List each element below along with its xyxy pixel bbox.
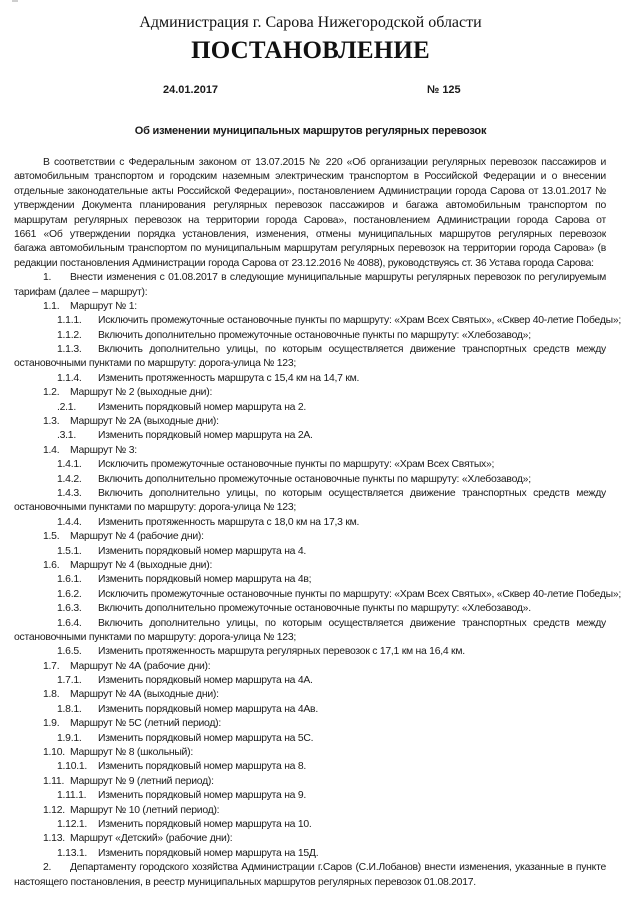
- item-text: Изменить порядковый номер маршрута на 4в;: [98, 574, 312, 586]
- preamble-line: багажа автомобильным транспортом по муниципальным маршрутам регулярных перевозок на территории города Сарова» (в: [14, 243, 606, 255]
- item-number: 1.4.4.: [57, 516, 82, 528]
- list-item: [14, 458, 606, 472]
- item-number: 1.9.: [43, 718, 60, 730]
- item-text: остановочными пунктами по маршруту: дорога-улица № 123;: [14, 502, 296, 514]
- item-text: Изменить порядковый номер маршрута на 4А.: [98, 675, 313, 687]
- item-text: Маршрут № 8 (школьный):: [70, 747, 193, 759]
- list-item: [14, 775, 606, 789]
- item-text: Включить дополнительно промежуточные остановочные пункты по маршруту: «Хлебозавод».: [98, 603, 531, 615]
- list-item: [14, 660, 606, 674]
- item-number: 1.1.4.: [57, 372, 82, 384]
- list-item: [14, 645, 606, 659]
- list-item: [14, 429, 606, 443]
- item-number: 1.6.5.: [57, 646, 82, 658]
- list-item: [14, 732, 606, 746]
- list-item: [14, 617, 606, 631]
- item-text: Включить дополнительно улицы, по которым осуществляется движение транспортных средств между: [98, 487, 606, 499]
- list-item: [14, 703, 606, 717]
- item-text: Департаменту городского хозяйства Администрации г.Саров (С.И.Лобанов) внести изменения, указанные в пункте: [70, 862, 606, 874]
- preamble-line: В соответствии с Федеральным законом от 13.07.2015 № 220 «Об организации регулярных перевозок пассажиров и: [43, 157, 606, 168]
- document-subject: Об изменении муниципальных маршрутов регулярных перевозок: [134, 125, 487, 137]
- preamble-line: маршрутам регулярных перевозок на территории города Сарова», постановлением Администрации города Сарова от: [14, 214, 606, 226]
- item-number: 1.8.: [43, 689, 60, 701]
- item-number: 1.6.: [43, 559, 60, 571]
- item-number: 1.10.: [43, 747, 65, 759]
- item-continuation-line: [14, 357, 606, 371]
- item-text: Маршрут № 5С (летний период):: [70, 718, 222, 730]
- item-text: Маршрут № 1:: [70, 300, 137, 312]
- item-number: 1.1.: [43, 300, 60, 312]
- item-continuation-line: [14, 286, 606, 300]
- list-item: [14, 804, 606, 818]
- list-item: [14, 674, 606, 688]
- preamble-line: 1661 «Об утверждении порядка установления, изменения, отмены муниципальных маршрутов регулярных перевозок: [14, 228, 606, 240]
- item-number: 1.1.3.: [57, 344, 82, 356]
- list-item: [14, 861, 606, 875]
- item-number: 1.6.1.: [57, 574, 82, 586]
- list-item: [14, 818, 606, 832]
- item-continuation-line: [14, 876, 606, 890]
- preamble-line: отдельные законодательные акты Российской Федерации», постановлением Администрации города Сарова от 13.01.2017 №: [14, 185, 606, 197]
- item-text: Изменить порядковый номер маршрута на 4.: [98, 545, 307, 557]
- list-item: [14, 271, 606, 285]
- item-text: Изменить порядковый номер маршрута на 9.: [98, 790, 307, 802]
- document-date: 24.01.2017: [163, 84, 219, 96]
- item-text: Маршрут № 2 (выходные дни):: [70, 387, 213, 399]
- list-item: [14, 847, 606, 861]
- item-continuation-line: [14, 631, 606, 645]
- item-text: Изменить порядковый номер маршрута на 2.: [98, 401, 307, 413]
- item-continuation-line: [14, 501, 606, 515]
- item-text: Изменить порядковый номер маршрута на 5С.: [98, 732, 314, 744]
- item-number: 1.11.: [43, 775, 65, 787]
- item-text: Включить дополнительно улицы, по которым осуществляется движение транспортных средств между: [98, 344, 606, 356]
- preamble-line: автомобильным транспортом и городским наземным электрическим транспортом в Российской Федерации и о внесении: [14, 171, 606, 183]
- list-item: [14, 559, 606, 573]
- item-number: 1.11.1.: [57, 790, 87, 802]
- list-item: [14, 717, 606, 731]
- item-text: Внести изменения с 01.08.2017 в следующие муниципальные маршруты регулярных перевозок по регулируемым: [70, 272, 606, 284]
- item-number: 1.5.: [43, 531, 60, 543]
- item-text: Исключить промежуточные остановочные пункты по маршруту: «Храм Всех Святых», «Сквер 40-летие Победы»;: [98, 588, 621, 600]
- item-text: Изменить порядковый номер маршрута на 4Ав.: [98, 703, 318, 715]
- item-text: Маршрут № 10 (летний период):: [70, 804, 220, 816]
- item-text: Изменить протяженность маршрута с 18,0 км на 17,3 км.: [98, 516, 360, 528]
- item-text: Включить дополнительно улицы, по которым осуществляется движение транспортных средств между: [98, 617, 606, 629]
- item-number: 1.4.: [43, 444, 60, 456]
- list-item: [14, 516, 606, 530]
- preamble-line: редакции постановления Администрации города Сарова от 23.12.2016 № 4088), руководствуясь ст. 36 Устава города Сарова:: [14, 257, 594, 269]
- item-text: Изменить порядковый номер маршрута на 10.: [98, 818, 312, 830]
- item-number: .2.1.: [57, 401, 76, 413]
- item-text: настоящего постановления, в реестр муниципальных маршрутов регулярных перевозок 01.08.2017.: [14, 876, 476, 888]
- item-number: 1.13.1.: [57, 847, 88, 859]
- item-number: 1.8.1.: [57, 703, 82, 715]
- item-number: 1.10.1.: [57, 761, 88, 773]
- item-text: Маршрут № 2А (выходные дни):: [70, 416, 219, 428]
- list-item: [14, 329, 606, 343]
- item-text: Включить дополнительно промежуточные остановочные пункты по маршруту: «Хлебозавод»;: [98, 329, 531, 341]
- list-item: [14, 372, 606, 386]
- preamble: [14, 156, 606, 271]
- list-item: [14, 688, 606, 702]
- list-item: [14, 401, 606, 415]
- item-number: 1.4.1.: [57, 459, 82, 471]
- item-text: Изменить порядковый номер маршрута на 8.: [98, 761, 307, 773]
- item-text: тарифам (далее – маршрут):: [14, 286, 148, 298]
- item-text: Исключить промежуточные остановочные пункты по маршруту: «Храм Всех Святых»;: [98, 459, 495, 471]
- item-number: 1.6.3.: [57, 603, 82, 615]
- item-text: Маршрут № 4А (выходные дни):: [70, 689, 219, 701]
- list-item: [14, 415, 606, 429]
- scan-corner-mark: [12, 0, 18, 2]
- document-number: № 125: [427, 84, 461, 96]
- item-text: остановочными пунктами по маршруту: дорога-улица № 123;: [14, 358, 296, 370]
- item-text: Маршрут № 4 (рабочие дни):: [70, 531, 204, 543]
- item-text: Изменить протяженность маршрута с 15,4 км на 14,7 км.: [98, 372, 360, 384]
- list-item: [14, 588, 621, 602]
- list-item: [14, 832, 606, 846]
- item-text: остановочными пунктами по маршруту: дорога-улица № 123;: [14, 631, 296, 643]
- list-item: [14, 746, 606, 760]
- item-text: Маршрут № 4А (рабочие дни):: [70, 660, 211, 672]
- item-number: 1.9.1.: [57, 732, 82, 744]
- item-text: Маршрут № 9 (летний период):: [70, 775, 214, 787]
- item-number: 1.1.1.: [57, 315, 82, 327]
- list-item: [14, 300, 606, 314]
- item-number: 1.3.: [43, 416, 60, 428]
- document-type-title: ПОСТАНОВЛЕНИЕ: [191, 37, 430, 64]
- item-text: Исключить промежуточные остановочные пункты по маршруту: «Храм Всех Святых», «Сквер 40-летие Победы»;: [98, 315, 621, 327]
- list-item: [14, 343, 606, 357]
- list-item: [14, 444, 606, 458]
- item-text: Включить дополнительно промежуточные остановочные пункты по маршруту: «Хлебозавод»;: [98, 473, 531, 485]
- item-number: 1.2.: [43, 387, 60, 399]
- item-number: 1.5.1.: [57, 545, 82, 557]
- list-item: [14, 530, 606, 544]
- list-item: [14, 760, 606, 774]
- list-item: [14, 789, 606, 803]
- item-number: 1.6.4.: [57, 617, 82, 629]
- list-item: [14, 314, 621, 328]
- list-item: [14, 473, 606, 487]
- preamble-line: утверждении Документа планирования регулярных перевозок пассажиров и багажа автомобильным транспортом по: [14, 200, 606, 212]
- item-text: Изменить протяженность маршрута регулярных перевозок с 17,1 км на 16,4 км.: [98, 646, 465, 658]
- list-item: [14, 487, 606, 501]
- resolution-items: [14, 271, 621, 890]
- item-number: 1.12.: [43, 804, 65, 816]
- item-text: Маршрут «Детский» (рабочие дни):: [70, 833, 233, 845]
- item-number: 2.: [43, 862, 52, 874]
- list-item: [14, 386, 606, 400]
- item-number: .3.1.: [57, 430, 76, 442]
- item-number: 1.1.2.: [57, 329, 82, 341]
- item-number: 1.: [43, 272, 52, 284]
- list-item: [14, 573, 606, 587]
- item-text: Маршрут № 4 (выходные дни):: [70, 559, 213, 571]
- document-body: [14, 156, 621, 890]
- item-text: Изменить порядковый номер маршрута на 15Д.: [98, 847, 319, 859]
- list-item: [14, 545, 606, 559]
- item-number: 1.4.2.: [57, 473, 82, 485]
- item-number: 1.7.1.: [57, 675, 82, 687]
- item-text: Маршрут № 3:: [70, 444, 137, 456]
- organization-name: Администрация г. Сарова Нижегородской области: [139, 14, 482, 31]
- item-number: 1.12.1.: [57, 818, 88, 830]
- item-number: 1.4.3.: [57, 487, 82, 499]
- item-number: 1.13.: [43, 833, 65, 845]
- list-item: [14, 602, 606, 616]
- item-number: 1.7.: [43, 660, 60, 672]
- item-text: Изменить порядковый номер маршрута на 2А.: [98, 430, 313, 442]
- item-number: 1.6.2.: [57, 588, 82, 600]
